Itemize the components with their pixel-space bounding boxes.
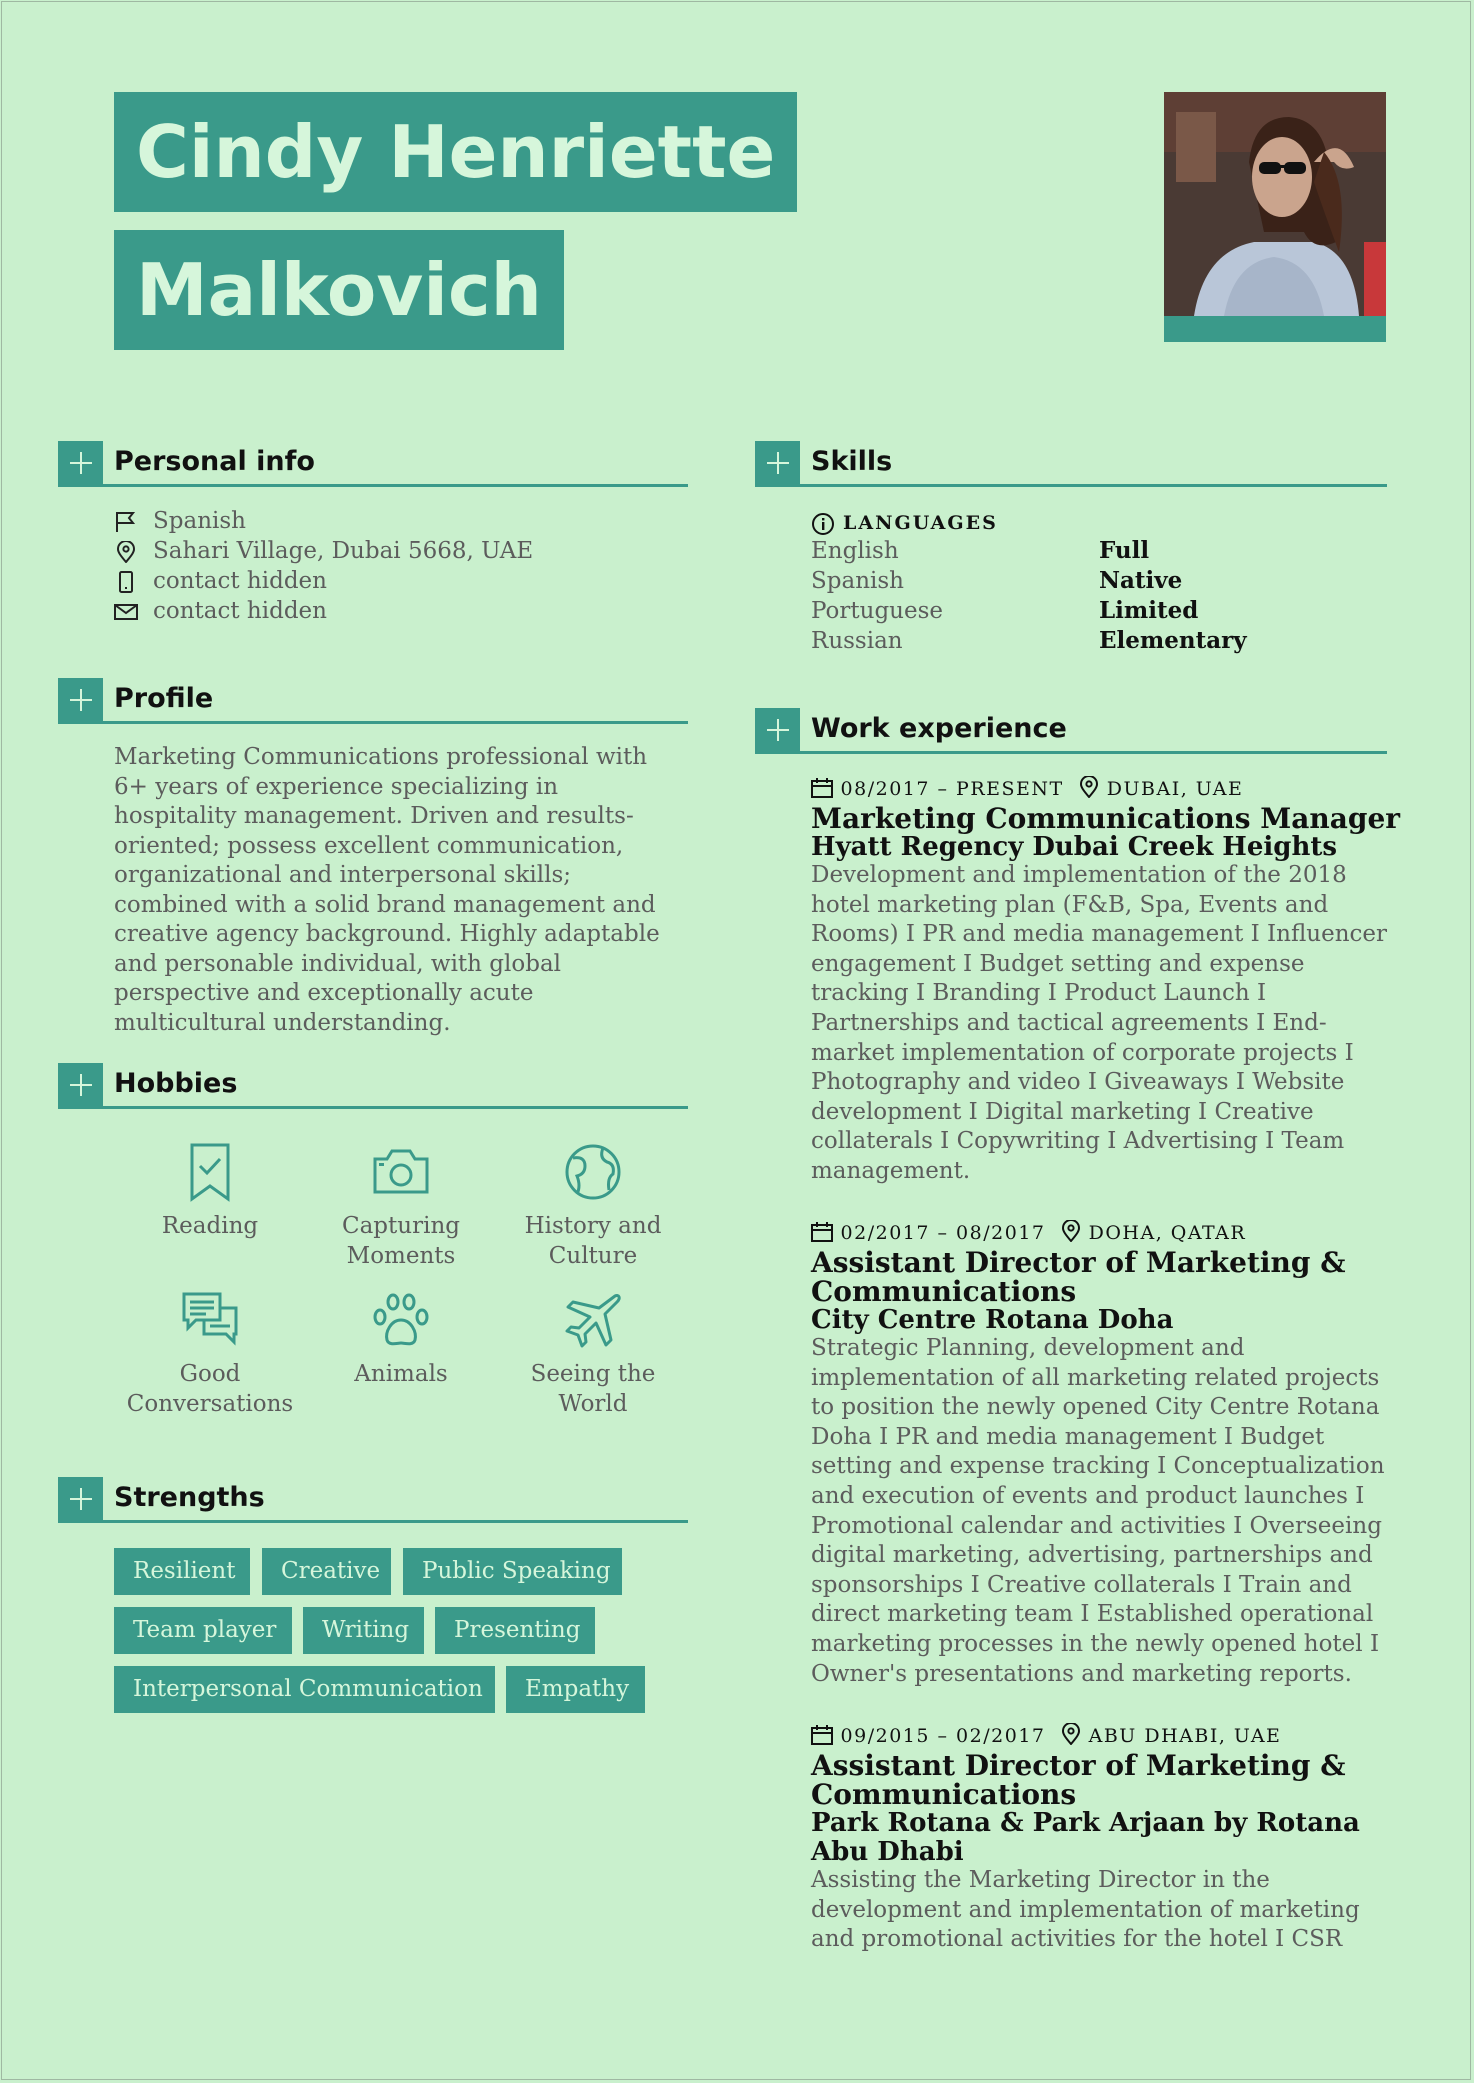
plus-icon [755, 441, 800, 484]
job-dates: 02/2017 – 08/2017 [840, 1222, 1046, 1244]
envelope-icon [114, 601, 138, 623]
section-title: Hobbies [114, 1068, 238, 1099]
strength-tag: Team player [114, 1607, 292, 1654]
hobby-label-line2: World [558, 1390, 628, 1417]
address-text: Sahari Village, Dubai 5668, UAE [153, 538, 534, 564]
language-level: Elementary [1099, 627, 1247, 654]
name-first-line: Cindy Henriette [114, 92, 797, 212]
job-meta [811, 1721, 1281, 1751]
job-description: Assisting the Marketing Director in the development and implementation of marketing and promotional activities for the hotel I CSR [811, 1867, 1360, 1953]
paw-icon [371, 1290, 431, 1350]
hobby-label: Reading [161, 1213, 259, 1239]
nationality-text: Spanish [153, 508, 246, 534]
language-name: Spanish [811, 568, 904, 594]
plus-icon [58, 441, 103, 484]
calendar-icon [811, 1222, 833, 1242]
hobby-reading [120, 1142, 300, 1242]
job-meta [811, 1218, 1246, 1248]
section-header-strengths [58, 1477, 688, 1523]
job-description: Development and implementation of the 2018 hotel marketing plan (F&B, Spa, Events and Rooms) I PR and media management I Influencer engagement I Budget setting and expense tracking I Branding I Product Launch I Partnerships and tactical agreements I End-market implementation of corporate projects I Photography and video I Giveaways I Website development I Digital marketing I Creative collaterals I Copywriting I Advertising I Team management. [811, 862, 1388, 1184]
job-title: Marketing Communications Manager [811, 802, 1401, 835]
language-name: Russian [811, 628, 903, 654]
language-level: Full [1099, 537, 1150, 564]
location-pin-icon [1079, 776, 1099, 798]
languages-heading-text: LANGUAGES [843, 512, 998, 534]
section-header-profile [58, 678, 688, 724]
hobby-label: Good [179, 1361, 241, 1387]
hobby-history-culture [503, 1142, 683, 1271]
language-level: Limited [1099, 597, 1199, 624]
strength-tag: Presenting [435, 1607, 595, 1654]
plus-icon [58, 1063, 103, 1106]
section-title: Profile [114, 683, 214, 714]
job-location: DOHA, QATAR [1088, 1222, 1247, 1244]
email-text: contact hidden [153, 598, 327, 624]
hobby-capturing-moments [311, 1142, 491, 1271]
phone-icon [114, 571, 138, 593]
section-header-work-experience [755, 708, 1387, 754]
hobby-label-line2: Culture [548, 1242, 638, 1269]
strength-tag: Public Speaking [403, 1548, 622, 1595]
plus-icon [58, 1477, 103, 1520]
job-company: Park Rotana & Park Arjaan by Rotana Abu Dhabi [811, 1808, 1360, 1867]
language-level: Native [1099, 567, 1183, 594]
bookmark-icon [180, 1142, 240, 1202]
airplane-icon [563, 1290, 623, 1350]
hobby-good-conversations [120, 1290, 300, 1419]
strength-tag: Resilient [114, 1548, 250, 1595]
name-last-line: Malkovich [114, 230, 564, 350]
hobby-seeing-the-world [503, 1290, 683, 1419]
calendar-icon [811, 778, 833, 798]
language-name: English [811, 538, 899, 564]
job-company: Hyatt Regency Dubai Creek Heights [811, 832, 1338, 862]
section-title: Work experience [811, 713, 1067, 744]
section-header-hobbies [58, 1063, 688, 1109]
section-title: Personal info [114, 446, 315, 477]
hobby-label: Seeing the [530, 1361, 656, 1387]
strength-tag: Writing [303, 1607, 424, 1654]
section-header-personal-info [58, 441, 688, 487]
location-pin-icon [1061, 1220, 1081, 1242]
camera-icon [371, 1142, 431, 1202]
job-company: City Centre Rotana Doha [811, 1305, 1174, 1335]
info-icon [811, 512, 835, 536]
hobby-label-line2: Conversations [126, 1390, 294, 1417]
flag-icon [114, 511, 138, 533]
job-description: Strategic Planning, development and implementation of all marketing related projects to position the newly opened City Centre Rotana Doha I PR and media management I Budget setting and expense tracking I Conceptualization and execution of events and product launches I Promotional calendar and activities I Overseeing digital marketing, advertising, partnerships and sponsorships I Creative collaterals I Train and direct marketing team I Established operational marketing processes in the newly opened hotel I Owner's presentations and marketing reports. [811, 1335, 1385, 1687]
job-dates: 09/2015 – 02/2017 [840, 1725, 1046, 1747]
language-name: Portuguese [811, 598, 944, 624]
job-location: ABU DHABI, UAE [1088, 1725, 1282, 1747]
strength-tag: Interpersonal Communication [114, 1666, 495, 1713]
strength-tag: Empathy [506, 1666, 645, 1713]
section-title: Skills [811, 446, 893, 477]
hobby-label: History and [524, 1213, 662, 1239]
plus-icon [58, 678, 103, 721]
location-pin-icon [114, 541, 138, 563]
section-header-skills [755, 441, 1387, 487]
hobby-label: Animals [354, 1361, 448, 1387]
profile-photo [1164, 92, 1386, 342]
location-pin-icon [1061, 1723, 1081, 1745]
section-title: Strengths [114, 1482, 265, 1513]
calendar-icon [811, 1725, 833, 1745]
strength-tag: Creative [262, 1548, 391, 1595]
hobby-label: Capturing [342, 1213, 460, 1239]
job-dates: 08/2017 – PRESENT [840, 778, 1064, 800]
plus-icon [755, 708, 800, 751]
chat-bubbles-icon [180, 1290, 240, 1350]
profile-summary: Marketing Communications professional with 6+ years of experience specializing in hospitality management. Driven and results-oriented; possess excellent communication, organizational and interpersonal skills; combined with a solid brand management and creative agency background. Highly adaptable and personable individual, with global perspective and exceptionally acute multicultural understanding. [114, 744, 660, 1036]
job-title: Assistant Director of Marketing & Communications [811, 1749, 1346, 1811]
phone-text: contact hidden [153, 568, 327, 594]
job-meta [811, 774, 1243, 804]
job-location: DUBAI, UAE [1106, 778, 1244, 800]
hobby-animals [311, 1290, 491, 1390]
hobby-label-line2: Moments [346, 1242, 456, 1269]
globe-icon [563, 1142, 623, 1202]
job-title: Assistant Director of Marketing & Communications [811, 1246, 1346, 1308]
